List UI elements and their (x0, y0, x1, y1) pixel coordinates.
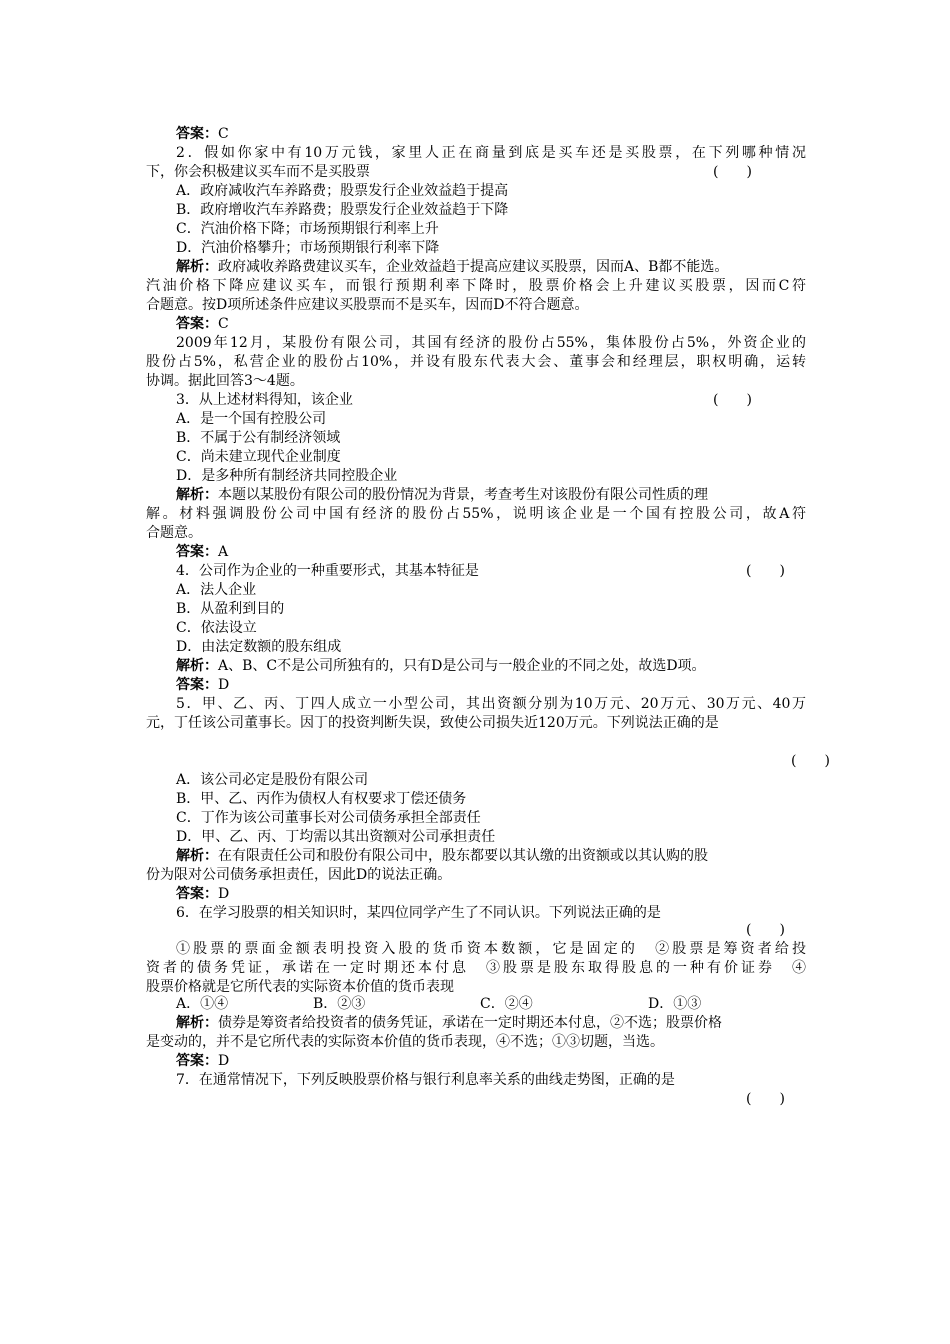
q2-stem-line2: 下，你会积极建议买车而不是买股票 (146, 164, 370, 180)
explanation-label: 解析： (176, 487, 218, 503)
q5-option-d: D．甲、乙、丙、丁均需以其出资额对公司承担责任 (176, 829, 496, 845)
answer-label: 答案： (176, 677, 218, 693)
q2-option-a: A．政府减收汽车养路费；股票发行企业效益趋于提高 (176, 183, 509, 199)
answer-label: 答案： (176, 126, 218, 142)
q6-explanation-line1: 解析：债券是筹资者给投资者的债务凭证，承诺在一定时期还本付息，②不选；股票价格 (176, 1015, 722, 1031)
answer-value: D (218, 886, 230, 902)
q5-explanation-line1: 解析：在有限责任公司和股份有限公司中，股东都要以其认缴的出资额或以其认购的股 (176, 848, 708, 864)
explanation-label: 解析： (176, 658, 218, 674)
q3-option-b: B．不属于公有制经济领域 (176, 430, 341, 446)
q2-answer-paren: ( ) (713, 164, 752, 180)
q6-statements-line1: ①股票的票面金额表明投资入股的货币资本数额，它是固定的 ②股票是筹资者给投 (176, 941, 806, 957)
q2-option-d: D．汽油价格攀升；市场预期银行利率下降 (176, 240, 440, 256)
q6-explanation-line2: 是变动的，并不是它所代表的实际资本价值的货币表现，④不选；①③切题，当选。 (146, 1034, 664, 1050)
q5-stem-line1: 5．甲、乙、丙、丁四人成立一小型公司，其出资额分别为10万元、20万元、30万元、40万 (176, 696, 806, 712)
q7-stem: 7．在通常情况下，下列反映股票价格与银行利息率关系的曲线走势图，正确的是 (176, 1072, 675, 1088)
q6-option-b: B．②③ (313, 996, 366, 1012)
q4-option-a: A．法人企业 (176, 582, 257, 598)
q3-explanation-line1: 解析：本题以某股份有限公司的股份情况为背景，考查考生对该股份有限公司性质的理 (176, 487, 708, 503)
q2-explanation-line3: 合题意。按D项所述条件应建议买股票而不是买车，因而D不符合题意。 (146, 297, 589, 313)
q6-statements-line3: 股票价格就是它所代表的实际资本价值的货币表现 (146, 979, 454, 995)
answer-value: C (218, 316, 229, 332)
material-line1: 2009年12月，某股份有限公司，其国有经济的股份占55%，集体股份占5%，外资企业的 (176, 335, 806, 351)
q2-stem-line1: 2．假如你家中有10万元钱，家里人正在商量到底是买车还是买股票，在下列哪种情况 (176, 145, 806, 161)
q6-statements-line2: 资者的债务凭证，承诺在一定时期还本付息 ③股票是股东取得股息的一种有价证券 ④ (146, 960, 806, 976)
answer-5 (176, 885, 836, 904)
q3-explanation-line3: 合题意。 (146, 525, 202, 541)
answer-label: 答案： (176, 1053, 218, 1069)
q3-answer-paren: ( ) (713, 392, 752, 408)
q4-explanation: 解析：A、B、C不是公司所独有的，只有D是公司与一般企业的不同之处，故选D项。 (176, 658, 706, 674)
q6-stem: 6．在学习股票的相关知识时，某四位同学产生了不同认识。下列说法正确的是 (176, 905, 661, 921)
q3-option-d: D．是多种所有制经济共同控股企业 (176, 468, 398, 484)
q4-option-b: B．从盈利到目的 (176, 601, 285, 617)
q3-stem: 3．从上述材料得知，该企业 (176, 392, 353, 408)
q2-explanation-line2: 汽油价格下降应建议买车，而银行预期利率下降时，股票价格会上升建议买股票，因而C符 (146, 278, 806, 294)
q5-explanation-line2: 份为限对公司债务承担责任，因此D的说法正确。 (146, 867, 452, 883)
q5-stem-line2: 元，丁任该公司董事长。因丁的投资判断失误，致使公司损失近120万元。下列说法正确的是 (146, 715, 719, 731)
answer-label: 答案： (176, 886, 218, 902)
q4-option-c: C．依法设立 (176, 620, 257, 636)
answer-value: A (218, 544, 229, 560)
q6-answer-paren: ( ) (746, 922, 785, 938)
q5-answer-paren: ( ) (791, 753, 830, 769)
q5-option-b: B．甲、乙、丙作为债权人有权要求丁偿还债务 (176, 791, 467, 807)
answer-6 (176, 1052, 836, 1071)
q2-option-b: B．政府增收汽车养路费；股票发行企业效益趋于下降 (176, 202, 509, 218)
answer-value: D (218, 677, 230, 693)
q6-option-c: C．②④ (480, 996, 533, 1012)
q5-option-a: A．该公司必定是股份有限公司 (176, 772, 369, 788)
q3-option-c: C．尚未建立现代企业制度 (176, 449, 341, 465)
answer-label: 答案： (176, 316, 218, 332)
explanation-label: 解析： (176, 848, 218, 864)
q3-explanation-line2: 解。材料强调股份公司中国有经济的股份占55%，说明该企业是一个国有控股公司，故A符 (146, 506, 806, 522)
explanation-label: 解析： (176, 259, 218, 275)
q6-option-a: A．①④ (176, 996, 229, 1012)
q2-option-c: C．汽油价格下降；市场预期银行利率上升 (176, 221, 439, 237)
material-line2: 股份占5%，私营企业的股份占10%，并设有股东代表大会、董事会和经理层，职权明确，运转 (146, 354, 806, 370)
q4-answer-paren: ( ) (746, 563, 785, 579)
q4-option-d: D．由法定数额的股东组成 (176, 639, 342, 655)
answer-3 (176, 543, 836, 562)
answer-4 (176, 676, 836, 695)
explanation-label: 解析： (176, 1015, 218, 1031)
q6-option-d: D．①③ (648, 996, 702, 1012)
q5-option-c: C．丁作为该公司董事长对公司债务承担全部责任 (176, 810, 481, 826)
answer-value: C (218, 126, 229, 142)
q2-explanation-line1: 解析：政府减收养路费建议买车，企业效益趋于提高应建议买股票，因而A、B都不能选。 (176, 259, 729, 275)
q3-option-a: A．是一个国有控股公司 (176, 411, 327, 427)
answer-label: 答案： (176, 544, 218, 560)
answer-value: D (218, 1053, 230, 1069)
q7-answer-paren: ( ) (746, 1091, 785, 1107)
answer-1 (176, 125, 836, 144)
material-line3: 协调。据此回答3～4题。 (146, 373, 304, 389)
q4-stem: 4．公司作为企业的一种重要形式，其基本特征是 (176, 563, 479, 579)
answer-2 (176, 315, 836, 334)
